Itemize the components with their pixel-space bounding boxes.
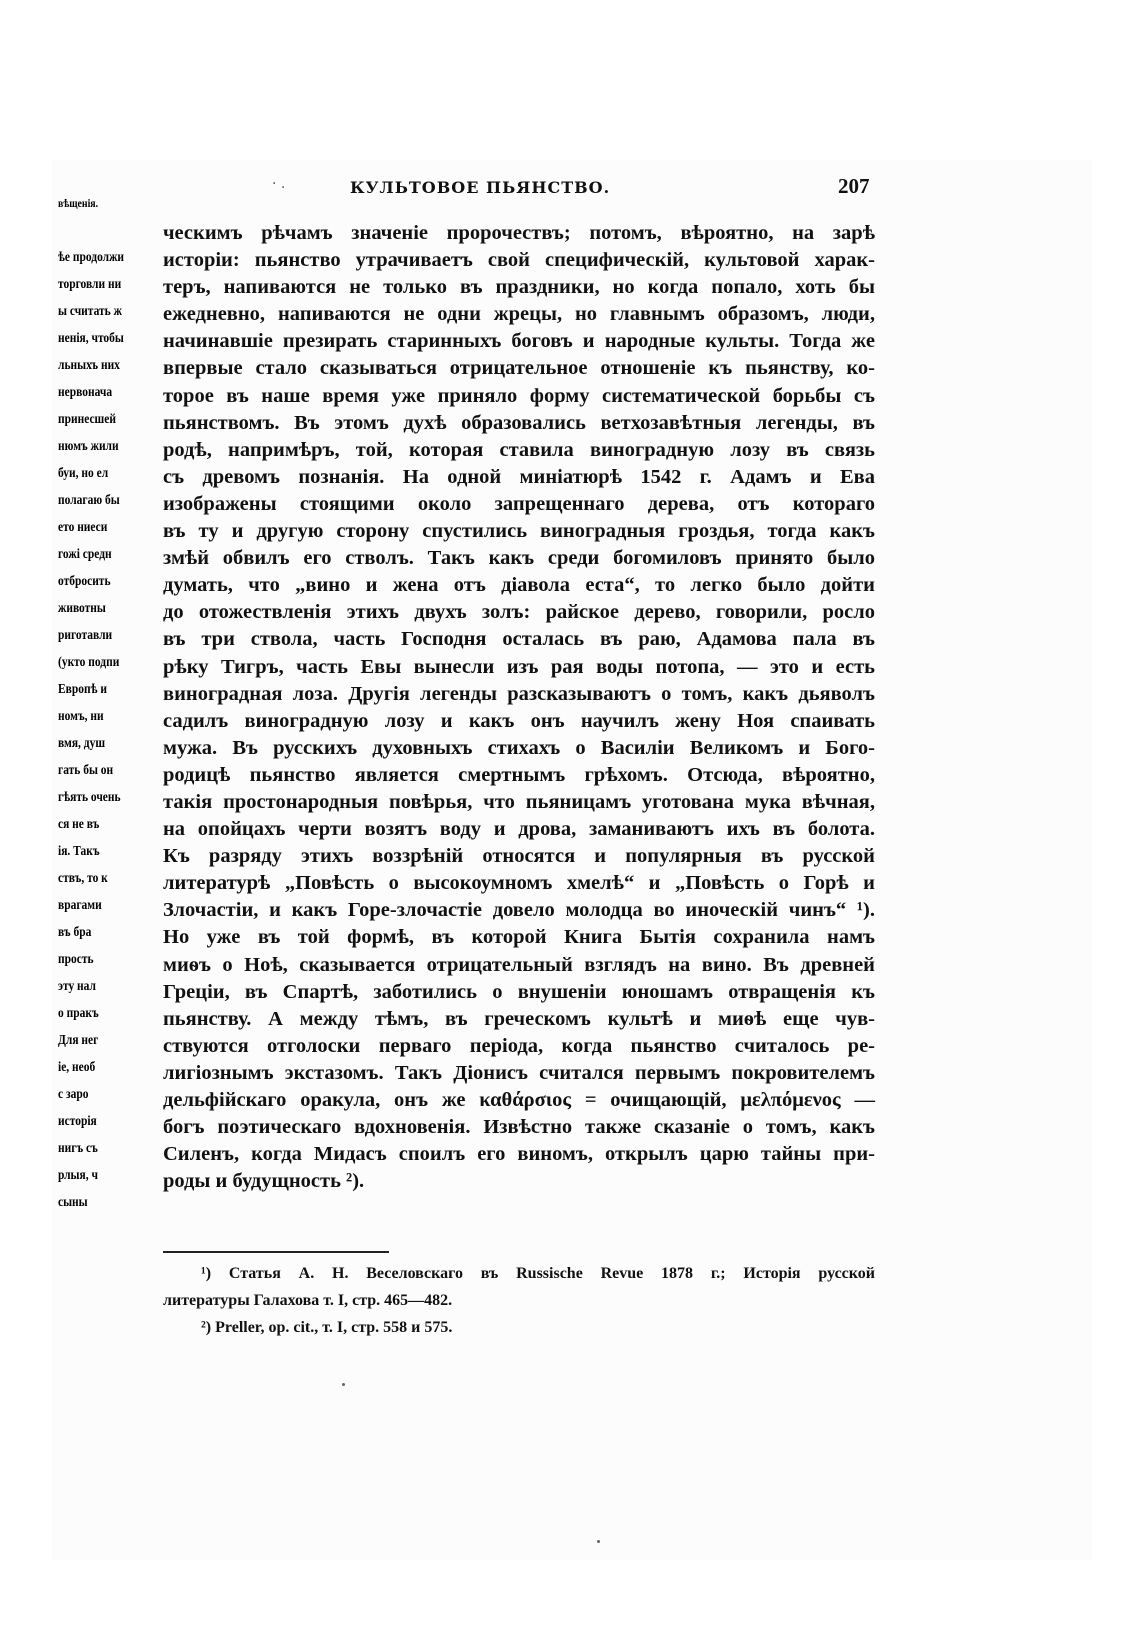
margin-fragment-line: сыны — [58, 1195, 88, 1210]
text-line: Злочастіи, и какъ Горе-злочастіе довело молодца во иноческій чинъ“ ¹). — [163, 899, 875, 922]
margin-fragment-line: ето ниеси — [58, 520, 108, 535]
text-line: думать, что „вино и жена отъ діавола еста“, то легко было дойти — [163, 574, 875, 597]
text-line: миѳъ о Ноѣ, сказывается отрицательный взглядъ на вино. Въ древней — [163, 953, 875, 976]
text-line: въ три ствола, часть Господня осталась въ раю, Адамова пала въ — [163, 628, 875, 651]
text-line: такія простонародныя повѣрья, что пьяницамъ уготована мука вѣчная, — [163, 790, 875, 813]
text-line: Къ разряду этихъ воззрѣній относятся и популярныя въ русской — [163, 845, 875, 868]
footnote-2: ²) Preller, op. cit., т. I, стр. 558 и 575. — [201, 1319, 453, 1336]
text-line: исторіи: пьянство утрачиваетъ свой специфическій, культовой харак- — [163, 249, 875, 272]
margin-fragment-line: въ бра — [58, 925, 92, 940]
scan-speck — [597, 1540, 600, 1543]
margin-fragment-line: врагами — [58, 898, 102, 913]
text-line: Греціи, въ Спартѣ, заботились о внушеніи юношамъ отвращенія къ — [163, 980, 875, 1003]
text-line: ческимъ рѣчамъ значеніе пророчествъ; потомъ, вѣроятно, на зарѣ — [163, 222, 875, 244]
text-line: дельфійскаго оракула, онъ же καθάρσιος = очищающій, μελπόμενος — — [163, 1089, 875, 1111]
margin-fragment-line: исторія — [58, 1114, 97, 1129]
text-line: лигіознымъ экстазомъ. Такъ Діонисъ считался первымъ покровителемъ — [163, 1061, 875, 1084]
text-line: виноградная лоза. Другія легенды разсказываютъ о томъ, какъ дьяволъ — [163, 682, 875, 705]
margin-fragment-line: нигъ съ — [58, 1141, 98, 1156]
margin-fragment-line: ся не въ — [58, 817, 100, 832]
margin-fragment-line: вѣщенія. — [58, 196, 99, 210]
margin-fragment-line: нюмъ жили — [58, 439, 119, 454]
text-line: Но уже въ той формѣ, въ которой Книга Бытія сохранила намъ — [163, 926, 875, 949]
text-line: пьянствомъ. Въ этомъ духѣ образовались ветхозавѣтныя легенды, въ — [163, 411, 875, 434]
margin-fragment-line: отбросить — [58, 574, 111, 589]
margin-fragment-line: номъ, ни — [58, 709, 104, 724]
footnote-1-line-1: ¹) Статья А. Н. Веселовскаго въ Russische Revue 1878 г.; Исторія русской — [201, 1265, 875, 1282]
margin-fragment-line: ненія, чтобы — [58, 331, 124, 346]
margin-fragment-line: гѣять очень — [58, 790, 121, 805]
text-line: до отожествленія этихъ двухъ золъ: райское дерево, говорили, росло — [163, 601, 875, 624]
footnote-rule — [163, 1251, 389, 1253]
margin-fragment-line: ствъ, то к — [58, 871, 108, 886]
margin-fragment-line: гожі средн — [58, 547, 112, 562]
text-line: ежедневно, напиваются не одни жрецы, но главнымъ образомъ, люди, — [163, 303, 875, 326]
margin-fragment-line: Для нег — [58, 1033, 99, 1048]
margin-fragment-line: принесшей — [58, 412, 116, 427]
margin-fragment-line: ѣе продолжи — [58, 250, 125, 265]
text-line: въ ту и другую сторону спустились виноградныя гроздья, тогда какъ — [163, 520, 875, 543]
margin-fragment-line: риготавли — [58, 628, 113, 643]
facing-page-margin-fragment — [58, 190, 148, 1216]
text-line: ствуются отголоски перваго періода, когда пьянство считалось ре- — [163, 1034, 875, 1057]
margin-fragment-line — [58, 217, 132, 244]
text-line: теръ, напиваются не только въ праздники, но когда попало, хоть бы — [163, 276, 875, 299]
text-line: торое въ наше время уже приняло форму систематической борьбы съ — [163, 384, 875, 407]
margin-fragment-line: о пракъ — [58, 1006, 99, 1021]
header-dots: · . — [272, 176, 286, 192]
text-line: изображены стоящими около запрещеннаго дерева, отъ котораго — [163, 492, 875, 515]
main-text-block — [163, 220, 875, 1195]
margin-fragment-line: іе, необ — [58, 1060, 96, 1075]
text-line: родѣ, напримѣръ, той, которая ставила виноградную лозу въ связь — [163, 438, 875, 461]
text-line: мужа. Въ русскихъ духовныхъ стихахъ о Василіи Великомъ и Бого- — [163, 736, 875, 759]
margin-fragment-line: торговли ни — [58, 277, 122, 292]
text-line: родицѣ пьянство является смертнымъ грѣхомъ. Отсюда, вѣроятно, — [163, 763, 875, 786]
text-line: богъ поэтическаго вдохновенія. Извѣстно также сказаніе о томъ, какъ — [163, 1116, 875, 1139]
margin-fragment-line: гать бы он — [58, 763, 114, 778]
text-line: роды и будущность ²). — [163, 1170, 365, 1193]
margin-fragment-line: вмя, душ — [58, 736, 106, 751]
text-line: Силенъ, когда Мидасъ споилъ его виномъ, открылъ царю тайны при- — [163, 1143, 875, 1166]
margin-fragment-line: рлыя, ч — [58, 1168, 98, 1183]
text-line: начинавшіе презирать старинныхъ боговъ и народные культы. Тогда же — [163, 330, 875, 353]
margin-fragment-line: нервонача — [58, 385, 113, 400]
footnotes — [163, 1260, 875, 1341]
page-number: 207 — [838, 174, 870, 198]
margin-fragment-line: с заро — [58, 1087, 89, 1102]
margin-fragment-line: ія. Такъ — [58, 844, 100, 859]
running-head-title: КУЛЬТОВОЕ ПЬЯНСТВО. — [350, 178, 611, 197]
text-line: на опойцахъ черти возятъ воду и дрова, заманиваютъ ихъ въ болота. — [163, 818, 875, 841]
text-line: литературѣ „Повѣсть о высокоумномъ хмелѣ“ и „Повѣсть о Горѣ и — [163, 872, 875, 895]
text-line: змѣй обвилъ его стволъ. Такъ какъ среди богомиловъ принято было — [163, 547, 875, 570]
margin-fragment-line: полагаю бы — [58, 493, 120, 508]
margin-fragment-line: (укто подпи — [58, 655, 120, 670]
footnote-1-line-2: литературы Галахова т. I, стр. 465—482. — [163, 1292, 453, 1309]
scan-speck — [342, 1383, 345, 1386]
text-line: съ древомъ познанія. На одной миніатюрѣ 1542 г. Адамъ и Ева — [163, 465, 875, 488]
margin-fragment-line: ы считать ж — [58, 304, 122, 319]
margin-fragment-line: льныхъ них — [58, 358, 120, 373]
text-line: рѣку Тигръ, часть Евы вынесли изъ рая воды потопа, — это и есть — [163, 655, 875, 678]
text-line: пьянству. А между тѣмъ, въ греческомъ культѣ и миѳѣ еще чув- — [163, 1007, 875, 1030]
margin-fragment-line: Европѣ и — [58, 682, 107, 697]
margin-fragment-line: животны — [58, 601, 106, 616]
margin-fragment-line: буи, но ел — [58, 466, 109, 481]
text-line: впервые стало сказываться отрицательное отношеніе къ пьянству, ко- — [163, 357, 875, 380]
text-line: садилъ виноградную лозу и какъ онъ научилъ жену Ноя спаивать — [163, 709, 875, 732]
margin-fragment-line: эту нал — [58, 979, 96, 994]
margin-fragment-line: прость — [58, 952, 94, 967]
